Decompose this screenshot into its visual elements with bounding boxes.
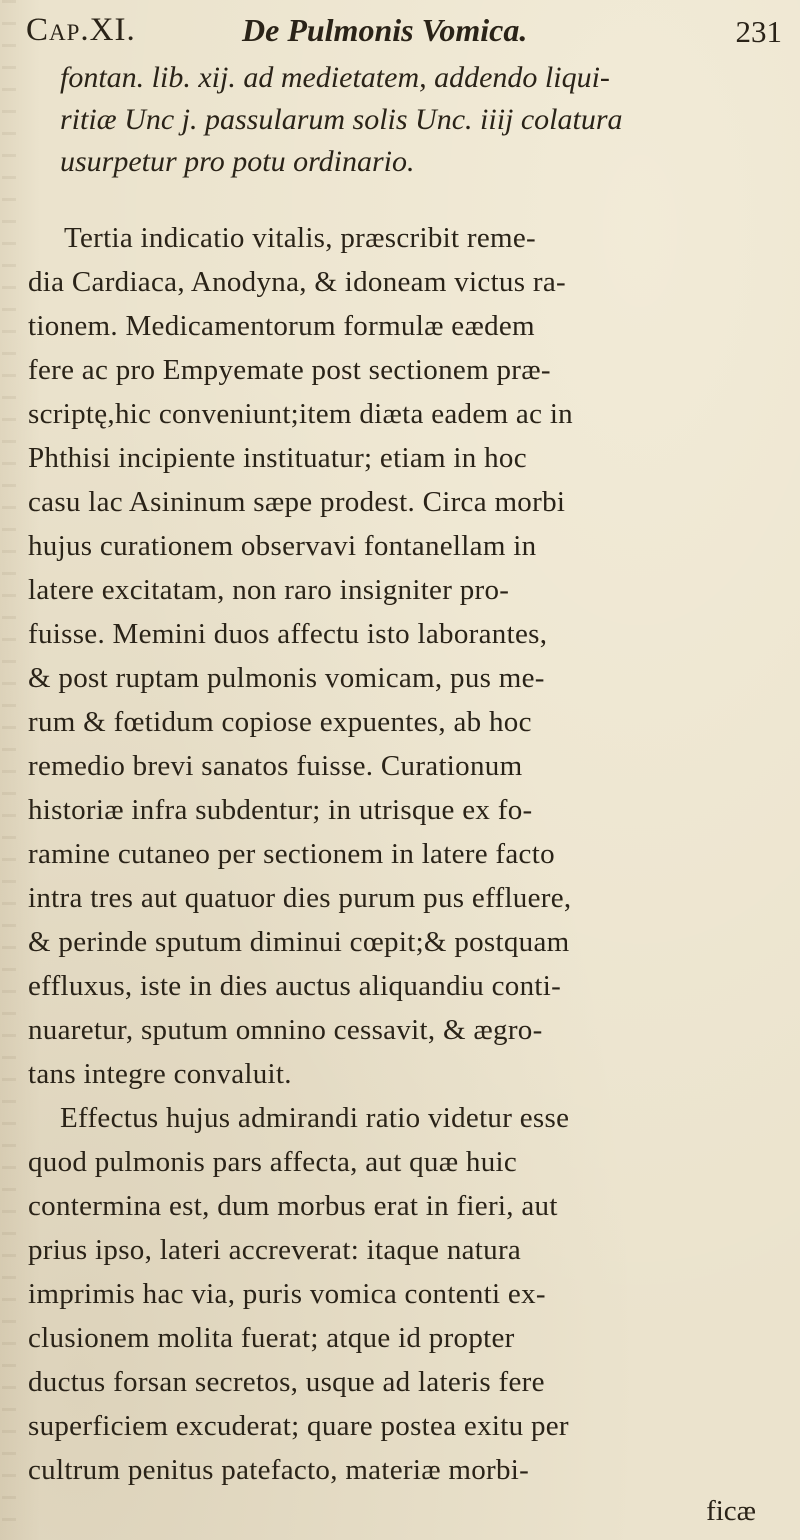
text-line: Tertia indicatio vitalis, præscribit reme-	[64, 222, 537, 254]
text-line: superficiem excuderat; quare postea exitu per	[28, 1410, 569, 1442]
text-line: effluxus, iste in dies auctus aliquandiu conti-	[28, 970, 562, 1002]
text-line: casu lac Asininum sæpe prodest. Circa morbi	[28, 486, 566, 518]
text-line: usurpetur pro potu ordinario.	[60, 145, 415, 178]
text-line: ritiæ Unc j. passularum solis Unc. iiij colatura	[60, 103, 623, 136]
text-line: ramine cutaneo per sectionem in latere facto	[28, 838, 555, 870]
text-line: prius ipso, lateri accreverat: itaque natura	[28, 1234, 522, 1266]
text-line: fontan. lib. xij. ad medietatem, addendo liqui-	[60, 61, 610, 94]
text-line: clusionem molita fuerat; atque id propter	[28, 1322, 515, 1354]
text-line: cultrum penitus patefacto, materiæ morbi-	[28, 1454, 530, 1486]
running-header	[26, 12, 786, 56]
text-line: contermina est, dum morbus erat in fieri, aut	[28, 1190, 558, 1222]
text-line: tionem. Medicamentorum formulæ eædem	[28, 310, 535, 342]
text-line: & perinde sputum diminui cœpit;& postquam	[28, 926, 570, 958]
text-line: latere excitatam, non raro insigniter pro-	[28, 574, 510, 606]
text-line: hujus curationem observavi fontanellam in	[28, 530, 537, 562]
text-line: remedio brevi sanatos fuisse. Curationum	[28, 750, 523, 782]
text-line: & post ruptam pulmonis vomicam, pus me-	[28, 662, 545, 694]
gutter-shadow	[2, 0, 16, 1540]
text-line: ductus forsan secretos, usque ad lateris fere	[28, 1366, 545, 1398]
text-line: quod pulmonis pars affecta, aut quæ huic	[28, 1146, 518, 1178]
text-line: imprimis hac via, puris vomica contenti ex-	[28, 1278, 546, 1310]
text-line: Effectus hujus admirandi ratio videtur esse	[60, 1102, 570, 1134]
text-line: scriptę,hic conveniunt;item diæta eadem ac in	[28, 398, 573, 430]
text-line: Phthisi incipiente instituatur; etiam in hoc	[28, 442, 527, 474]
chapter-label: Cap.XI.	[26, 12, 136, 48]
text-line: fuisse. Memini duos affectu isto laborantes,	[28, 618, 548, 650]
text-line: fere ac pro Empyemate post sectionem præ-	[28, 354, 551, 386]
text-line: rum & fœtidum copiose expuentes, ab hoc	[28, 706, 532, 738]
catchword: ficæ	[706, 1495, 756, 1527]
text-line: intra tres aut quatuor dies purum pus effluere,	[28, 882, 572, 914]
running-title: De Pulmonis Vomica.	[242, 12, 528, 48]
text-line: tans integre convaluit.	[28, 1058, 292, 1090]
text-line: dia Cardiaca, Anodyna, & idoneam victus ra-	[28, 266, 566, 298]
page-number: 231	[735, 14, 782, 49]
text-line: historiæ infra subdentur; in utrisque ex fo-	[28, 794, 533, 826]
text-line: nuaretur, sputum omnino cessavit, & ægro-	[28, 1014, 543, 1046]
